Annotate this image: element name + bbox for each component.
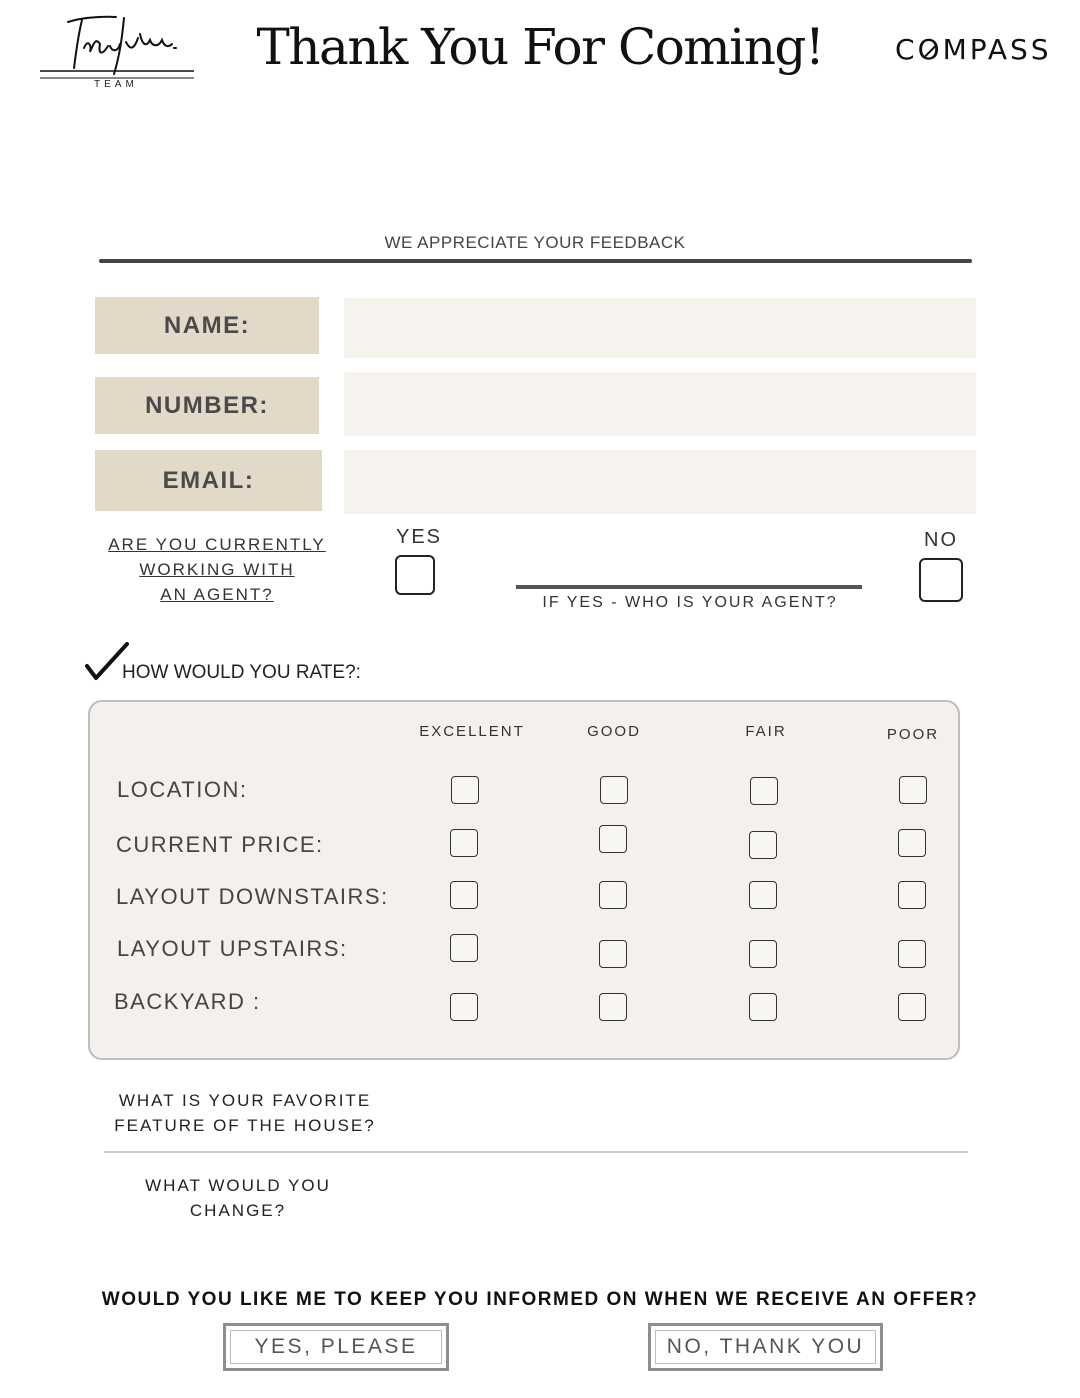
backyard-poor-checkbox[interactable] — [898, 993, 926, 1021]
downstairs-fair-checkbox[interactable] — [749, 881, 777, 909]
agent-question-line: WORKING WITH — [139, 560, 295, 579]
offer-question: WOULD YOU LIKE ME TO KEEP YOU INFORMED ON WHEN WE RECEIVE AN OFFER? — [101, 1289, 979, 1310]
favorite-feature-answer-line[interactable] — [104, 1151, 968, 1153]
rating-heading: HOW WOULD YOU RATE?: — [122, 662, 361, 683]
page-title: Thank You For Coming! — [256, 18, 824, 76]
agent-name-caption: IF YES - WHO IS YOUR AGENT? — [542, 594, 838, 611]
yes-label: YES — [396, 526, 443, 548]
rating-row-layout-upstairs: LAYOUT UPSTAIRS: — [117, 936, 348, 961]
location-poor-checkbox[interactable] — [899, 776, 927, 804]
change-question — [120, 1173, 356, 1223]
agent-no-checkbox[interactable] — [919, 558, 963, 602]
favorite-feature-line: FEATURE OF THE HOUSE? — [114, 1116, 376, 1135]
change-question-line: CHANGE? — [189, 1201, 287, 1220]
location-excellent-checkbox[interactable] — [451, 776, 479, 804]
name-label: NAME: — [95, 297, 319, 354]
price-good-checkbox[interactable] — [599, 825, 627, 853]
name-field[interactable] — [344, 298, 976, 358]
upstairs-poor-checkbox[interactable] — [898, 940, 926, 968]
price-poor-checkbox[interactable] — [898, 829, 926, 857]
downstairs-good-checkbox[interactable] — [599, 881, 627, 909]
rating-row-layout-downstairs: LAYOUT DOWNSTAIRS: — [116, 884, 389, 909]
favorite-feature-question — [100, 1088, 390, 1138]
upstairs-fair-checkbox[interactable] — [749, 940, 777, 968]
column-header-good: GOOD — [587, 723, 641, 740]
email-label: EMAIL: — [95, 450, 322, 511]
agent-question — [100, 532, 334, 607]
tracy-tutor-team-logo — [38, 8, 198, 94]
number-label: NUMBER: — [95, 377, 319, 434]
rating-row-location: LOCATION: — [117, 777, 248, 802]
downstairs-poor-checkbox[interactable] — [898, 881, 926, 909]
column-header-poor: POOR — [886, 726, 940, 743]
location-fair-checkbox[interactable] — [750, 777, 778, 805]
backyard-excellent-checkbox[interactable] — [450, 993, 478, 1021]
agent-question-line: ARE YOU CURRENTLY — [108, 535, 326, 554]
yes-please-button[interactable]: YES, PLEASE — [223, 1323, 449, 1371]
no-label: NO — [924, 529, 958, 551]
subtitle-divider — [99, 259, 972, 263]
compass-brand-logo: COMPASS — [895, 33, 1052, 66]
upstairs-good-checkbox[interactable] — [599, 940, 627, 968]
column-header-excellent: EXCELLENT — [419, 723, 525, 740]
feedback-subtitle: WE APPRECIATE YOUR FEEDBACK — [384, 233, 686, 252]
number-field[interactable] — [344, 372, 976, 436]
email-field[interactable] — [344, 450, 976, 514]
price-excellent-checkbox[interactable] — [450, 829, 478, 857]
price-fair-checkbox[interactable] — [749, 831, 777, 859]
downstairs-excellent-checkbox[interactable] — [450, 881, 478, 909]
rating-row-current-price: CURRENT PRICE: — [116, 832, 324, 857]
agent-name-line[interactable] — [516, 585, 862, 589]
change-question-line: WHAT WOULD YOU — [145, 1176, 331, 1195]
logo-team-text: TEAM — [94, 79, 138, 90]
agent-yes-checkbox[interactable] — [395, 555, 435, 595]
rating-row-backyard: BACKYARD : — [114, 989, 261, 1014]
column-header-fair: FAIR — [745, 723, 787, 740]
backyard-good-checkbox[interactable] — [599, 993, 627, 1021]
agent-question-line: AN AGENT? — [160, 585, 274, 604]
favorite-feature-line: WHAT IS YOUR FAVORITE — [118, 1091, 372, 1110]
upstairs-excellent-checkbox[interactable] — [450, 934, 478, 962]
backyard-fair-checkbox[interactable] — [749, 993, 777, 1021]
location-good-checkbox[interactable] — [600, 776, 628, 804]
no-thank-you-button[interactable]: NO, THANK YOU — [648, 1323, 883, 1371]
